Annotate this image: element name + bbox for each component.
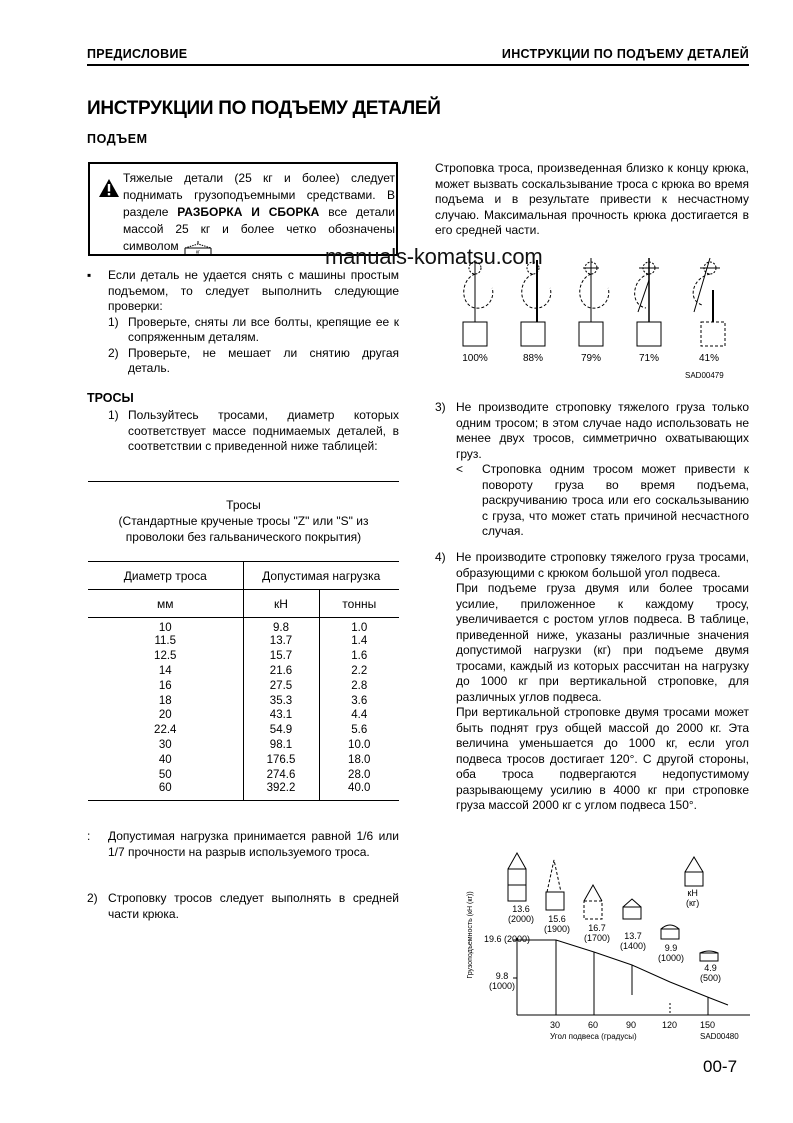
cell-t: 2.8 — [319, 678, 399, 693]
load-note: : Допустимая нагрузка принимается равной 1/6 или 1/7 прочности на разрыв используемого троса. — [87, 829, 399, 859]
cell-t: 4.4 — [319, 708, 399, 723]
hook-diagrams — [440, 250, 750, 350]
bullet-marker: ▪ — [87, 268, 92, 282]
page-title: ИНСТРУКЦИИ ПО ПОДЪЕМУ ДЕТАЛЕЙ — [87, 98, 441, 119]
ropes-heading: ТРОСЫ — [87, 391, 134, 405]
warning-text: Тяжелые детали (25 кг и более) следует поднимать грузоподъемными средствами. В разделе РАЗБОРКА И СБОРКА все детали массой 25 кг и более четко обозначены символом кг — [123, 171, 395, 254]
cell-mm: 40 — [158, 753, 172, 766]
warning-box — [88, 162, 398, 256]
ropes-item-1: 1) Пользуйтесь тросами, диаметр которых соответствует массе поднимаемых деталей, в соответствии с приведенной ниже таблицей: — [108, 408, 399, 453]
unit-t: тонны — [319, 590, 399, 618]
page-number: 00-7 — [703, 1057, 738, 1076]
header-section: ПРЕДИСЛОВИЕ — [87, 47, 188, 61]
cell-kn: 43.1 — [243, 708, 319, 723]
hook-pct: 41% — [698, 353, 719, 364]
check-item: 1) Проверьте, сняты ли все болты, крепящие ее к сопряженным деталям. — [108, 314, 399, 344]
cell-kn: 35.3 — [243, 693, 319, 708]
table-row — [88, 738, 399, 753]
cell-kn: 9.8 — [243, 618, 319, 635]
y-axis-label: Грузоподъемность (кН (кг)) — [467, 891, 474, 979]
y-tick-bottom: 9.8 (1000) — [488, 971, 515, 991]
cell-mm: 16 — [158, 679, 172, 692]
running-header — [87, 46, 749, 66]
cell-kn: 176.5 — [243, 752, 319, 767]
x-tick: 30 — [550, 1020, 561, 1030]
bullet-item: ▪ Если деталь не удается снять с машины простым подъемом, то следует выполнить следующие проверки: — [87, 268, 399, 313]
cell-mm: 60 — [88, 782, 243, 801]
cell-t: 1.6 — [319, 649, 399, 664]
cell-kn: 274.6 — [243, 767, 319, 782]
cell-kn: 98.1 — [243, 738, 319, 753]
chart-plot — [460, 845, 760, 1045]
cell-mm: 18 — [158, 694, 172, 707]
hook-pct: 100% — [462, 353, 488, 364]
item-4: 4) Не производите строповку тяжелого груза тросами, образующими с крюком большой угол подвеса. При подъеме груза двумя или более тросами усилие, приложенное к каждому тросу, увеличивается с ростом углов подвеса. В таблице, приведенной ниже, указаны различные значения допустимой нагрузки (кг) при подъеме двумя тросами, каждый из которых рассчитан на нагрузку до 1000 кг при вертикальной строповке, для различных углов подвеса. При вертикальной строповке двумя тросами может быть поднят груз общей массой до 2000 кг. Эта величина уменьшается до 1000 кг, если угол подвеса тросов достигает 120°. С другой стороны, оба троса подвергаются недопустимому разрывающему усилию в 4000 кг при строповке груза массой 2000 кг с углом подвеса 150°. — [435, 550, 749, 812]
watermark: manuals-komatsu.com — [325, 244, 543, 269]
cell-t: 2.2 — [319, 664, 399, 679]
hook-strength-figure — [440, 250, 750, 385]
cell-mm: 10 — [158, 622, 172, 634]
x-tick: 150 — [700, 1020, 716, 1030]
cell-kn: 13.7 — [243, 634, 319, 649]
weight-symbol-icon — [182, 240, 214, 254]
y-tick-top: 19.6 (2000) — [484, 934, 531, 944]
figure-code: SAD00480 — [700, 1032, 739, 1041]
header-topic: ИНСТРУКЦИИ ПО ПОДЪЕМУ ДЕТАЛЕЙ — [501, 47, 749, 61]
cell-mm: 22.4 — [154, 724, 177, 737]
col-diameter: Диаметр троса — [88, 562, 243, 590]
table-row — [88, 634, 399, 649]
cell-kn: 15.7 — [243, 649, 319, 664]
hook-pct: 79% — [580, 353, 601, 364]
cell-kn: 392.2 — [243, 782, 319, 801]
table-row — [88, 708, 399, 723]
cell-mm: 30 — [158, 738, 172, 751]
svg-text:кг: кг — [196, 249, 201, 254]
x-tick: 60 — [588, 1020, 599, 1030]
warning-triangle-icon — [98, 178, 120, 198]
hook-pct: 88% — [522, 353, 543, 364]
x-tick: 120 — [662, 1020, 678, 1030]
cell-kn: 27.5 — [243, 678, 319, 693]
cell-kn: 21.6 — [243, 664, 319, 679]
removal-checks — [87, 268, 399, 377]
cell-t: 18.0 — [319, 752, 399, 767]
hook-intro-text: Строповка троса, произведенная близко к концу крюка, может вызвать соскальзывание троса с крюка во время подъема и в результате привести к несчастному случаю. Максимальная прочность крюка достигается в его средней части. — [435, 161, 749, 237]
x-tick: 90 — [626, 1020, 637, 1030]
label-120: 9.9 (1000) — [658, 943, 685, 963]
table-row — [88, 767, 399, 782]
item-3: 3) Не производите строповку тяжелого груза только одним тросом; в этом случае надо использовать не менее двух тросов, симметрично охватывающих груз. < Строповка одним тросом может привести к повороту груза во время подъема, раскручиванию троса или его соскальзыванию с груза, что может стать причиной несчастного случая. — [435, 400, 749, 538]
sling-angle-chart — [460, 845, 760, 1045]
unit-mm: мм — [88, 590, 243, 618]
label-30: 15.6 (1900) — [544, 914, 571, 934]
table-row — [88, 678, 399, 693]
table-row — [88, 618, 399, 635]
table-row — [88, 782, 399, 801]
table-row — [88, 752, 399, 767]
cell-t: 10.0 — [319, 738, 399, 753]
cell-mm: 11.5 — [154, 635, 177, 648]
item-3-caution: < Строповка одним тросом может привести к повороту груза во время подъема, раскручиванию троса или его соскальзыванию с груза, что может стать причиной несчастного случая. — [456, 462, 749, 538]
cell-t: 3.6 — [319, 693, 399, 708]
lifting-heading: ПОДЪЕМ — [87, 132, 148, 146]
table-top-rule — [88, 481, 399, 482]
table-row — [88, 723, 399, 738]
cell-mm: 20 — [158, 709, 172, 722]
check-item: 2) Проверьте, не мешает ли снятию другая деталь. — [108, 345, 399, 375]
cell-mm: 14 — [158, 664, 172, 677]
table-row — [88, 693, 399, 708]
table-caption: Тросы (Стандартные крученые тросы "Z" или "S" из проволоки без гальванического покрытия) — [118, 498, 369, 544]
cell-t: 5.6 — [319, 723, 399, 738]
ropes-item-2: 2) Строповку тросов следует выполнять в средней части крюка. — [87, 891, 399, 921]
label-0: 13.6 (2000) — [508, 904, 535, 924]
cell-t: 1.0 — [319, 618, 399, 635]
unit-kn: кН — [243, 590, 319, 618]
table-row — [88, 649, 399, 664]
rope-load-table — [88, 561, 399, 801]
label-150: 4.9 (500) — [700, 963, 722, 983]
x-axis-label: Угол подвеса (градусы) — [550, 1032, 637, 1041]
cell-mm: 50 — [158, 768, 172, 781]
figure-code: SAD00479 — [685, 371, 724, 380]
table-row — [88, 664, 399, 679]
cell-t: 40.0 — [319, 782, 399, 801]
hook-pct: 71% — [638, 353, 659, 364]
cell-kn: 54.9 — [243, 723, 319, 738]
col-load: Допустимая нагрузка — [243, 562, 399, 590]
warning-bold-ref: РАЗБОРКА И СБОРКА — [177, 205, 320, 219]
cell-t: 1.4 — [319, 634, 399, 649]
cell-t: 28.0 — [319, 767, 399, 782]
unit-legend: кН (кг) — [686, 888, 700, 908]
cell-mm: 12.5 — [154, 650, 177, 663]
label-60: 16.7 (1700) — [584, 923, 611, 943]
label-90: 13.7 (1400) — [620, 931, 647, 951]
